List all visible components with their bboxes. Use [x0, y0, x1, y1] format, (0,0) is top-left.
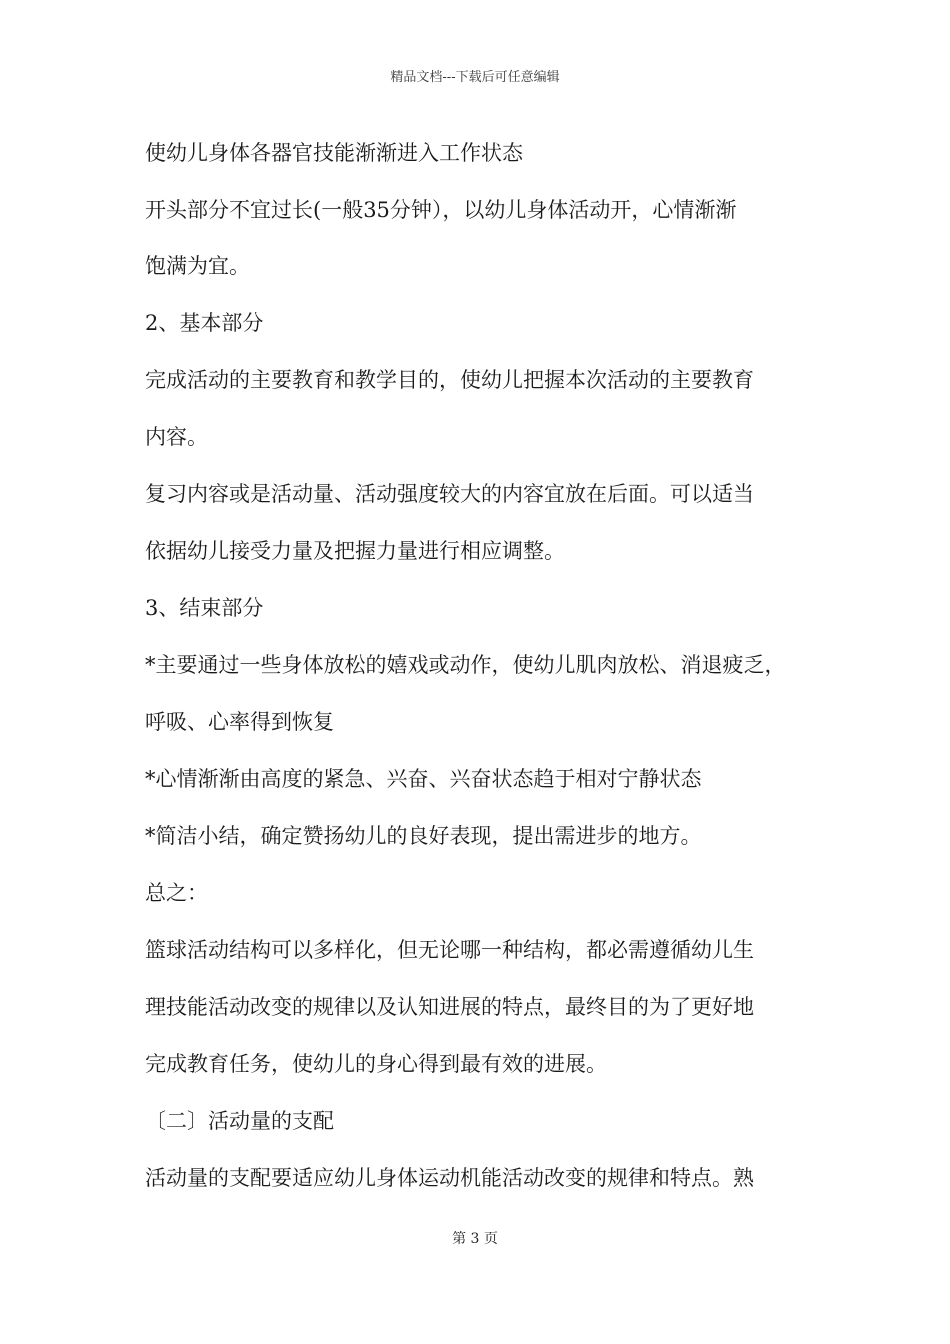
body-line: 总之： — [145, 881, 208, 905]
body-line: 饱满为宜。 — [145, 254, 250, 278]
body-line: 内容。 — [145, 425, 208, 449]
body-line: 开头部分不宜过长(一般35分钟），以幼儿身体活动开，心情渐渐 — [145, 198, 737, 222]
body-line: 复习内容或是活动量、活动强度较大的内容宜放在后面。可以适当 — [145, 482, 754, 506]
body-line: 使幼儿身体各器官技能渐渐进入工作状态 — [145, 141, 523, 165]
section-heading: 3、结束部分 — [145, 596, 264, 620]
body-line: 完成教育任务，使幼儿的身心得到最有效的进展。 — [145, 1052, 607, 1076]
body-line: 活动量的支配要适应幼儿身体运动机能活动改变的规律和特点。熟 — [145, 1166, 754, 1190]
body-line: 呼吸、心率得到恢复 — [145, 710, 334, 734]
bullet-line: *心情渐渐由高度的紧急、兴奋、兴奋状态趋于相对宁静状态 — [145, 767, 702, 791]
bullet-line: *主要通过一些身体放松的嬉戏或动作，使幼儿肌肉放松、消退疲乏， — [145, 653, 786, 677]
body-line: 完成活动的主要教育和教学目的，使幼儿把握本次活动的主要教育 — [145, 368, 754, 392]
body-line: 篮球活动结构可以多样化，但无论哪一种结构，都必需遵循幼儿生 — [145, 938, 754, 962]
page-number: 第 3 页 — [452, 1231, 498, 1247]
section-heading: 2、基本部分 — [145, 311, 264, 335]
body-line: 依据幼儿接受力量及把握力量进行相应调整。 — [145, 539, 565, 563]
body-line: 理技能活动改变的规律以及认知进展的特点，最终目的为了更好地 — [145, 995, 754, 1019]
page-header: 精品文档---下载后可任意编辑 — [390, 70, 560, 85]
bullet-line: *简洁小结，确定赞扬幼儿的良好表现，提出需进步的地方。 — [145, 824, 702, 848]
section-heading: 〔二〕活动量的支配 — [145, 1109, 334, 1133]
